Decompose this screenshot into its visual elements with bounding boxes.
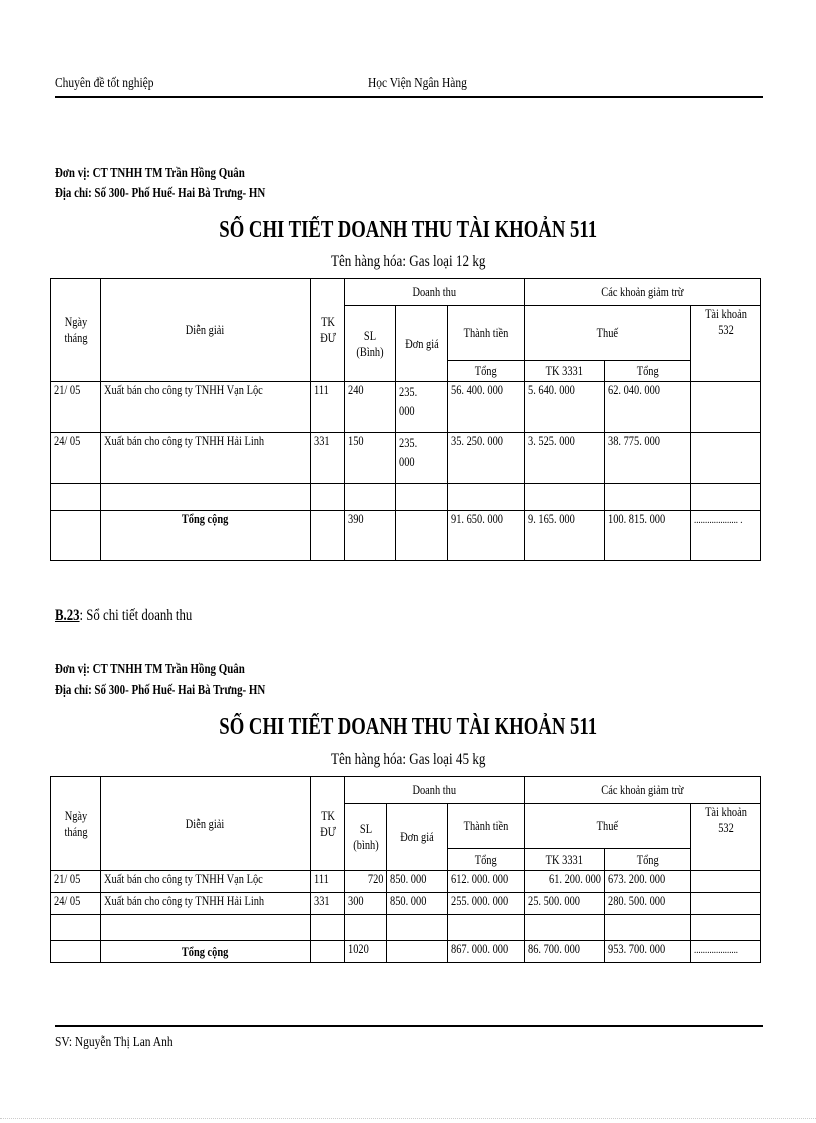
col-total2-header: Tổng [605, 849, 691, 871]
col-desc-header: Diễn giải [101, 777, 311, 871]
doc2-ledger-table [50, 776, 761, 963]
empty-row [51, 915, 761, 941]
doc2-address: Địa chỉ: Số 300- Phố Huế- Hai Bà Trưng- HN [55, 683, 266, 698]
section-caption: B.23: Sổ chi tiết doanh thu [55, 607, 193, 624]
page-header [55, 74, 763, 98]
col-acct-header: TK ĐƯ [311, 279, 345, 382]
student-name: SV: Nguyễn Thị Lan Anh [55, 1035, 173, 1050]
col-price-header: Đơn giá [396, 306, 448, 382]
doc2-title: SỔ CHI TIẾT DOANH THU TÀI KHOẢN 511 [219, 714, 597, 740]
doc1-ledger-table [50, 278, 761, 561]
table-row: 24/ 05 Xuất bán cho công ty TNHH Hải Linh 331 300 850. 000 255. 000. 000 25. 500. 000 280. 500. 000 [51, 893, 761, 915]
col-qty-header: SL (Bình) [345, 306, 396, 382]
col-amount-header: Thành tiền [448, 804, 525, 849]
table-row: 24/ 05 Xuất bán cho công ty TNHH Hải Linh 331 150 235. 000 35. 250. 000 3. 525. 000 38. 775. 000 [51, 433, 761, 484]
empty-row [51, 484, 761, 511]
doc2-subtitle: Tên hàng hóa: Gas loại 45 kg [330, 751, 486, 768]
col-acct532-header: Tài khoản 532 [691, 804, 761, 871]
total-row: Tổng cộng 390 91. 650. 000 9. 165. 000 100. 815. 000 .................... . [51, 511, 761, 561]
doc1-title: SỔ CHI TIẾT DOANH THU TÀI KHOẢN 511 [219, 217, 597, 243]
col-tax-header: Thuế [525, 804, 691, 849]
doc1-address: Địa chỉ: Số 300- Phố Huế- Hai Bà Trưng- HN [55, 186, 266, 201]
col-revenue-header: Doanh thu [345, 777, 525, 804]
doc1-subtitle: Tên hàng hóa: Gas loại 12 kg [330, 253, 486, 270]
table-row: 21/ 05 Xuất bán cho công ty TNHH Vạn Lộc 111 720 850. 000 612. 000. 000 61. 200. 000 673. 200. 000 [51, 871, 761, 893]
col-tk3331-header: TK 3331 [525, 849, 605, 871]
col-total-header: Tổng [448, 361, 525, 382]
col-desc-header: Diễn giải [101, 279, 311, 382]
doc1-unit: Đơn vị: CT TNHH TM Trần Hồng Quân [55, 166, 245, 181]
page-footer [55, 1025, 763, 1050]
col-acct532-header: Tài khoản 532 [691, 306, 761, 382]
col-amount-header: Thành tiền [448, 306, 525, 361]
header-left: Chuyên đề tốt nghiệp [55, 76, 154, 91]
col-date-header: Ngày tháng [51, 777, 101, 871]
col-revenue-header: Doanh thu [345, 279, 525, 306]
col-qty-header: SL (bình) [345, 804, 387, 871]
col-total-header: Tổng [448, 849, 525, 871]
page-bottom-edge [0, 1118, 816, 1119]
table-row: 21/ 05 Xuất bán cho công ty TNHH Vạn Lộc 111 240 235. 000 56. 400. 000 5. 640. 000 62. 040. 000 [51, 382, 761, 433]
col-price-header: Đơn giá [387, 804, 448, 871]
col-deductions-header: Các khoản giảm trừ [525, 777, 761, 804]
doc2-unit: Đơn vị: CT TNHH TM Trần Hồng Quân [55, 662, 245, 677]
col-acct-header: TK ĐƯ [311, 777, 345, 871]
col-total2-header: Tổng [605, 361, 691, 382]
col-tk3331-header: TK 3331 [525, 361, 605, 382]
col-deductions-header: Các khoản giảm trừ [525, 279, 761, 306]
total-row: Tổng cộng 1020 867. 000. 000 86. 700. 000 953. 700. 000 .................... [51, 941, 761, 963]
header-center: Học Viện Ngân Hàng [368, 76, 467, 91]
col-tax-header: Thuế [525, 306, 691, 361]
col-date-header: Ngày tháng [51, 279, 101, 382]
